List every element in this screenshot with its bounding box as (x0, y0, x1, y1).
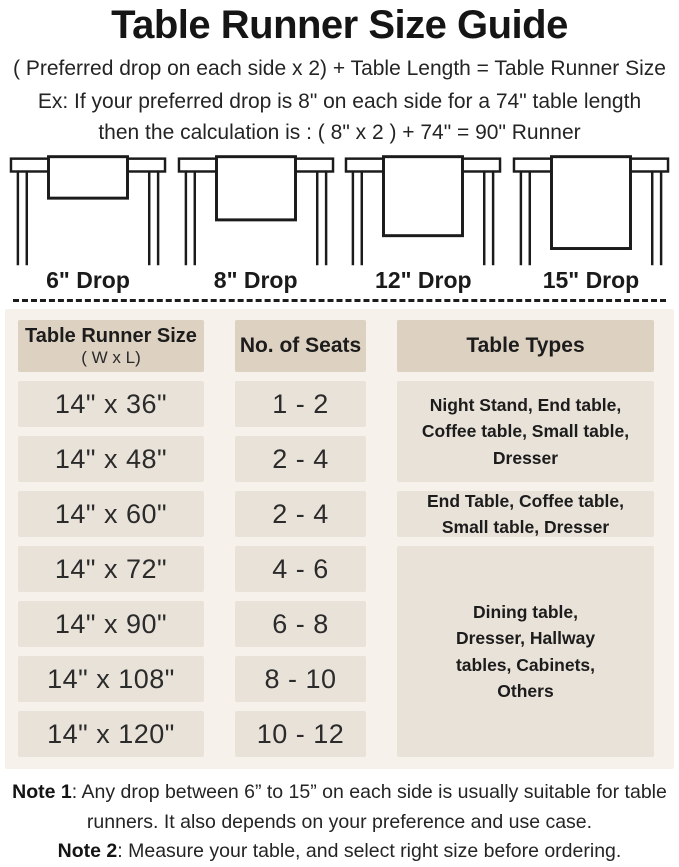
size-cell-row5: 14" x 90" (18, 601, 204, 647)
seats-cell-row4: 4 - 6 (235, 546, 366, 592)
example-line-2: then the calculation is : ( 8" x 2 ) + 74" = 90" Runner (98, 121, 581, 144)
table-illustration-12in-drop (344, 154, 502, 266)
note-1-label: Note 1 (12, 781, 72, 803)
table-types-cell-small-tables: Night Stand, End table, Coffee table, Small table, Dresser (397, 381, 654, 482)
dashed-divider (13, 299, 666, 302)
drop-labels (0, 267, 679, 294)
drop-label-6in: 6" Drop (46, 267, 130, 293)
size-cell-row3: 14" x 60" (18, 491, 204, 537)
column-header-table-types: Table Types (397, 320, 654, 372)
size-table-panel (5, 309, 674, 769)
note-2-label: Note 2 (57, 840, 118, 863)
note-1-text: : Any drop between 6” to 15” on each side is usually suitable for table runners. It also depends on your preference and use case. (71, 781, 667, 833)
notes-section (0, 778, 679, 867)
example-line-1: Ex: If your preferred drop is 8" on each side for a 74" table length (37, 90, 642, 113)
drop-label-12in: 12" Drop (375, 267, 472, 293)
table-with-runner-8in-icon (177, 154, 335, 266)
table-with-runner-12in-icon (344, 154, 502, 266)
table-types-cell-large-tables: Dining table, Dresser, Hallway tables, Cabinets, Others (397, 546, 654, 757)
note-2-text: : Measure your table, and select right size before ordering. (117, 840, 622, 863)
seats-cell-row6: 8 - 10 (235, 656, 366, 702)
drop-illustrations (0, 152, 679, 266)
page-title: Table Runner Size Guide (111, 3, 568, 47)
column-header-runner-size (18, 320, 204, 372)
table-illustration-15in-drop (512, 154, 670, 266)
table-with-runner-6in-icon (9, 154, 167, 266)
seats-cell-row3: 2 - 4 (235, 491, 366, 537)
size-cell-row1: 14" x 36" (18, 381, 204, 427)
seats-cell-row7: 10 - 12 (235, 711, 366, 757)
seats-cell-row1: 1 - 2 (235, 381, 366, 427)
runner-size-header-line2: ( W x L) (81, 347, 141, 367)
size-cell-row7: 14" x 120" (18, 711, 204, 757)
column-header-seats: No. of Seats (235, 320, 366, 372)
table-with-runner-15in-icon (512, 154, 670, 266)
formula-text: ( Preferred drop on each side x 2) + Table Length = Table Runner Size (13, 57, 666, 80)
table-illustration-6in-drop (9, 154, 167, 266)
table-types-cell-medium-tables: End Table, Coffee table, Small table, Dresser (397, 491, 654, 537)
drop-label-8in: 8" Drop (213, 267, 298, 293)
drop-label-15in: 15" Drop (542, 267, 640, 293)
size-cell-row4: 14" x 72" (18, 546, 204, 592)
seats-cell-row5: 6 - 8 (235, 601, 366, 647)
note-1 (2, 778, 677, 837)
note-2 (2, 837, 677, 867)
runner-size-header-line1: Table Runner Size (25, 324, 197, 347)
size-cell-row6: 14" x 108" (18, 656, 204, 702)
seats-cell-row2: 2 - 4 (235, 436, 366, 482)
size-cell-row2: 14" x 48" (18, 436, 204, 482)
table-illustration-8in-drop (177, 154, 335, 266)
size-table (18, 320, 658, 757)
